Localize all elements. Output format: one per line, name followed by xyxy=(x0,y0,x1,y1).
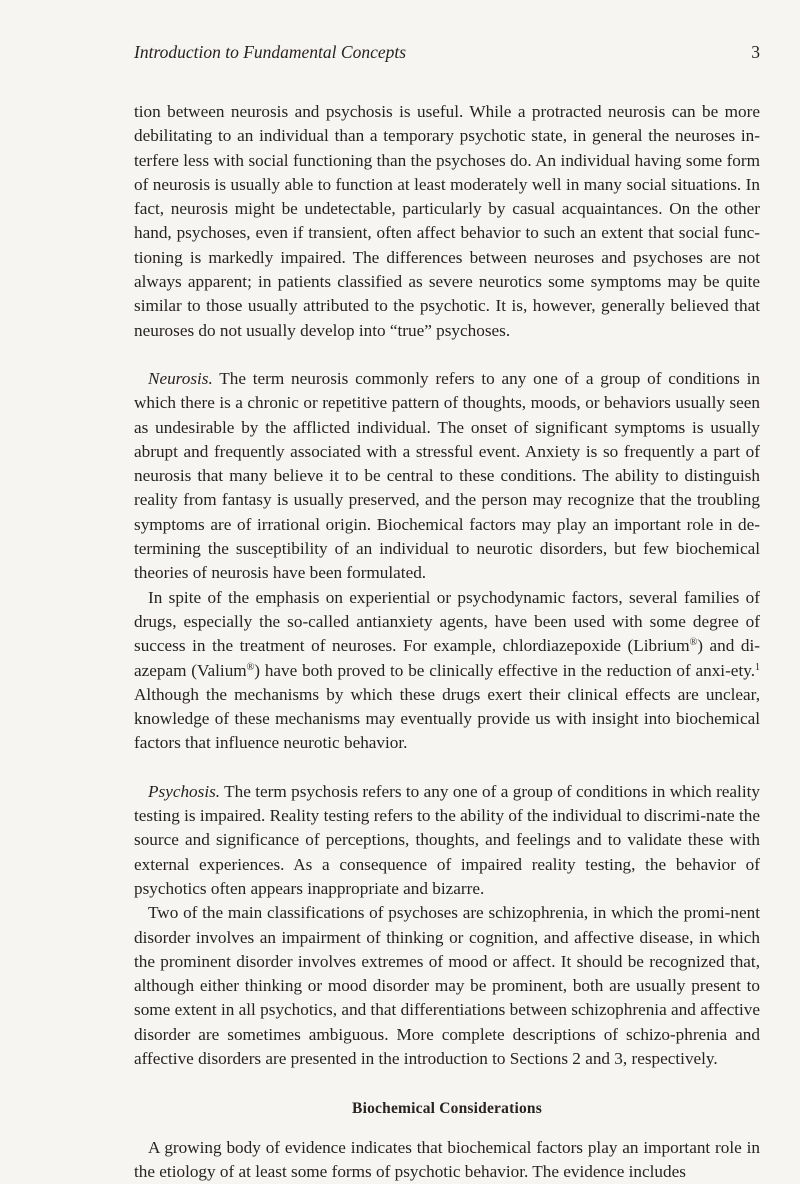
run-in-heading-neurosis: Neurosis. xyxy=(148,368,213,388)
page-number: 3 xyxy=(751,42,760,62)
text-segment: In spite of the emphasis on experiential or psychodynamic factors, several families of drugs, especially the so-called antianxiety agents, have been used with some degree of success in the treatment of neuroses. For example, chlordiazepoxide (Librium xyxy=(134,587,760,656)
section-heading: Biochemical Considerations xyxy=(352,1100,542,1118)
paragraph-continuation: tion between neurosis and psychosis is useful. While a protracted neurosis can be more debilitating to an individual than a temporary psychotic state, in general the neuroses in-terfere less with social functioning than the psychoses do. An individual having some form of neurosis is usually able to function at least moderately well in many social situations. In fact, neurosis might be undetectable, particularly by casual acquaintances. On the other hand, psychoses, even if transient, often affect behavior to such an extent that social func-tioning is markedly impaired. The differences between neuroses and psychoses are not always apparent; in patients classified as severe neurotics some symptoms may be quite similar to those usually attributed to the psychotic. It is, however, generally believed that neuroses do not usually develop into “true” psychoses. xyxy=(134,102,760,340)
registered-mark: ® xyxy=(246,661,255,673)
footnote-marker: 1 xyxy=(755,661,760,673)
text-segment: Although the mechanisms by which these drugs exert their clinical effects are unclear, knowledge of these mechanisms may eventually provide us with insight into biochemical factors that influence neurotic behavior. xyxy=(134,684,760,753)
run-in-heading-psychosis: Psychosis. xyxy=(148,781,221,801)
body-text xyxy=(134,100,760,1184)
paragraph-neurosis xyxy=(134,367,760,586)
paragraph-biochemical: A growing body of evidence indicates that biochemical factors play an important role in the etiology of at least some forms of psychotic behavior. The evidence includes xyxy=(134,1137,760,1181)
running-title: Introduction to Fundamental Concepts xyxy=(134,42,407,62)
registered-mark: ® xyxy=(689,637,698,649)
paragraph-classifications: Two of the main classifications of psychoses are schizophrenia, in which the promi-nent disorder involves an impairment of thinking or cognition, and affective disease, in which the prominent disorder involves extremes of mood or affect. It should be recognized that, although either thinking or mood disorder may be prominent, both are usually present to some extent in all psychotics, and that differentiations between schizophrenia and affective disorder are sometimes ambiguous. More complete descriptions of schizo-phrenia and affective disorders are presented in the introduction to Sections 2 and 3, respectively. xyxy=(134,903,760,1068)
text-segment: ) and di-azepam (Valium xyxy=(134,636,760,680)
paragraph-antianxiety xyxy=(134,586,760,756)
neurosis-definition: The term neurosis commonly refers to any one of a group of conditions in which there is a chronic or repetitive pattern of thoughts, moods, or behaviors usually seen as undesirable by the afflicted individual. The onset of significant symptoms is usually abrupt and frequently associated with a stressful event. Anxiety is so frequently a part of neurosis that many believe it to be central to these conditions. The ability to distinguish reality from fantasy is usually preserved, and the person may recognize that the troubling symptoms are of irrational origin. Biochemical factors may play an important role in de-termining the susceptibility of an individual to neurotic disorders, but few biochemical theories of neurosis have been formulated. xyxy=(134,368,760,583)
running-header xyxy=(134,42,760,82)
text-segment: ) have both proved to be clinically effective in the reduction of anxi-ety. xyxy=(254,660,755,680)
psychosis-definition: The term psychosis refers to any one of a group of conditions in which reality testing is impaired. Reality testing refers to the ability of the individual to discrimi-nate the source and significance of perceptions, thoughts, and feelings and to validate these with external experiences. As a consequence of impaired reality testing, the behavior of psychotics often appears inappropriate and bizarre. xyxy=(134,781,760,898)
paragraph-psychosis xyxy=(134,780,760,901)
